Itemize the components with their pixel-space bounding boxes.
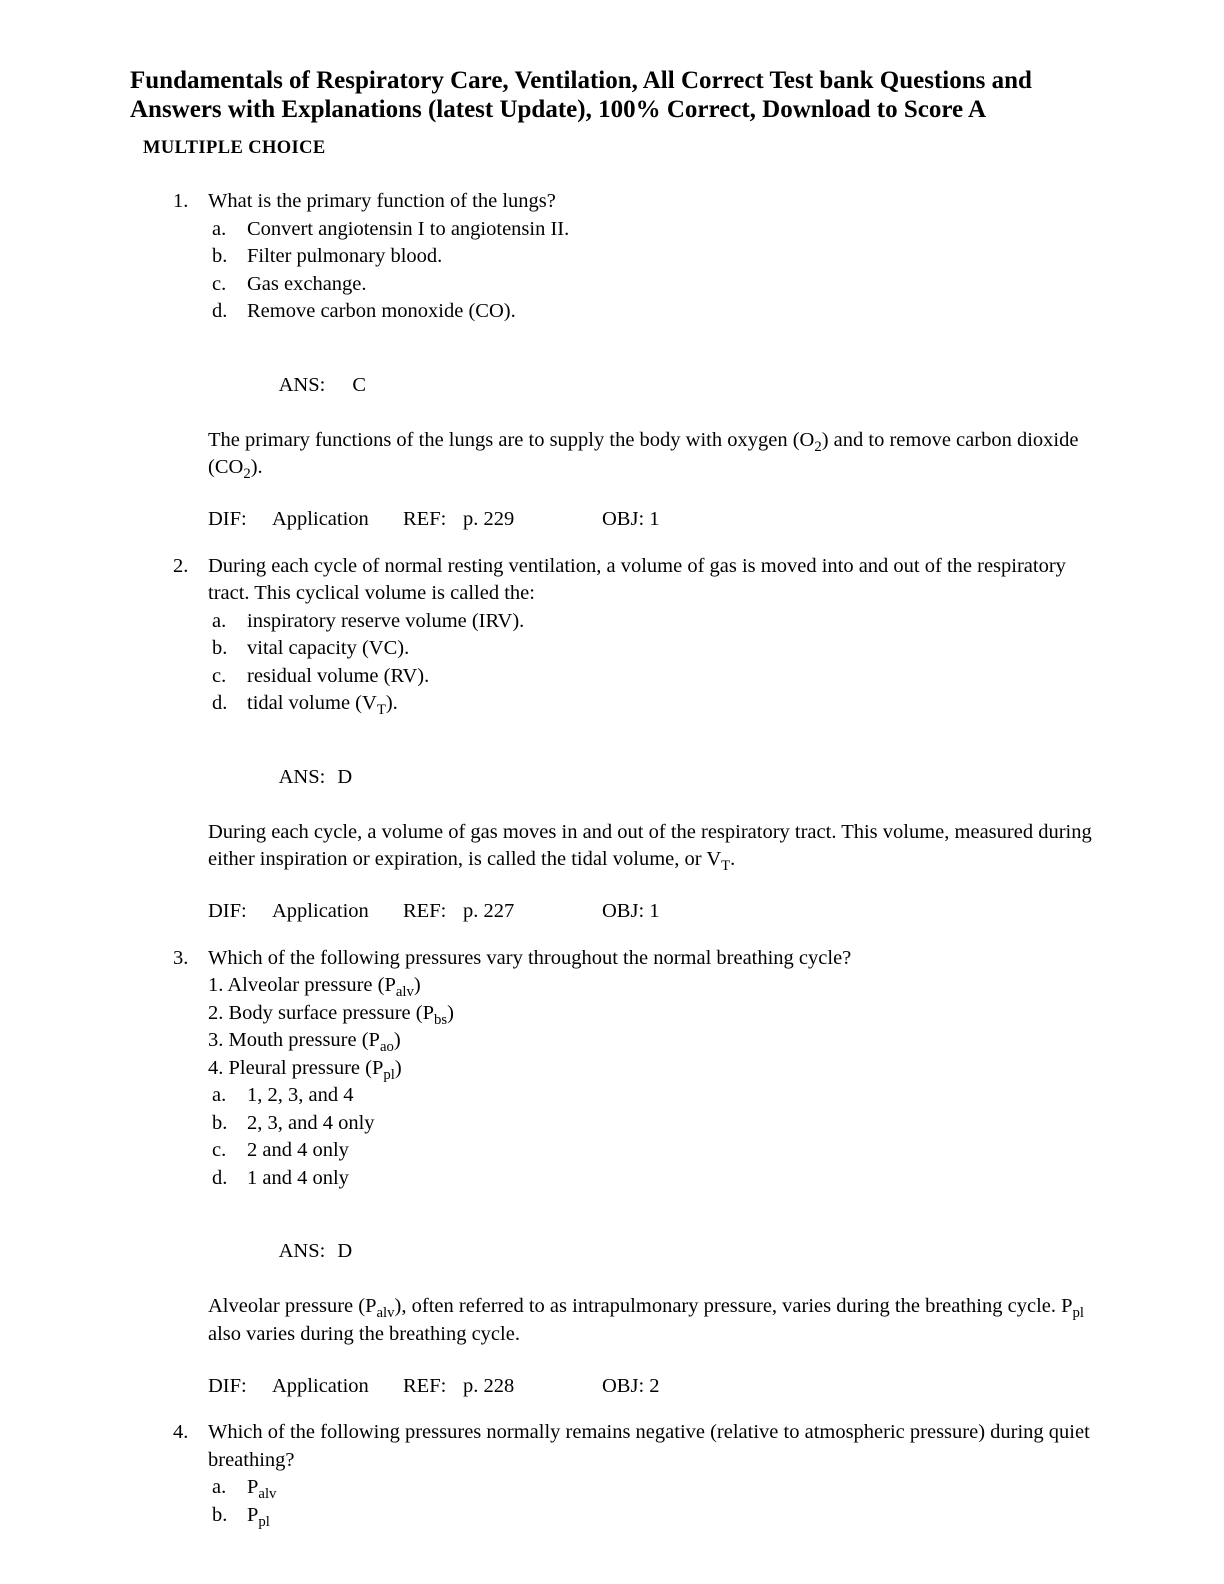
ref-value: p. 227 [463,900,515,922]
option-letter: b. [212,637,228,659]
dif-value: Application [272,900,369,922]
option-letter: c. [212,664,227,687]
option-letter: b. [212,245,228,267]
answer-option [208,1165,1098,1193]
option-letter: a. [212,609,227,632]
option-text: residual volume (RV). [247,664,430,687]
answer-line [208,1211,1098,1294]
ref-label: REF: [403,900,447,922]
answer-option [208,1137,1098,1165]
answer-value: C [352,373,367,396]
question-number: 3. [173,946,189,969]
answer-block [208,344,1098,534]
answer-option [208,243,1098,271]
answer-option [208,216,1098,244]
option-text: 1 and 4 only [247,1166,349,1189]
page-title: Fundamentals of Respiratory Care, Ventilation, All Correct Test bank Questions and Answers with Explanations (latest Update), 100% Correct, Download to Score A [130,67,1032,123]
option-letter: b. [212,1503,228,1526]
option-letter: a. [212,1084,227,1106]
option-text: 2, 3, and 4 only [247,1111,375,1134]
numbered-item: 2. Body surface pressure $(P_{bs})$ [208,1001,454,1028]
option-letter: a. [212,217,227,240]
option-text: tidal volume $(V_T)$. [247,692,398,719]
answer-option [208,1502,1098,1530]
option-letter: c. [212,272,227,295]
obj-value: OBJ: 1 [602,900,660,922]
answer-option [208,690,1098,718]
option-text: inspiratory reserve volume (IRV). [247,609,525,632]
dif-label: DIF: [208,508,247,530]
dif-value: Application [272,1374,369,1397]
question-number: 4. [173,1421,189,1443]
answer-option [208,1110,1098,1138]
dif-label: DIF: [208,900,247,922]
option-letter: d. [212,692,228,714]
option-text: 1, 2, 3, and 4 [247,1084,354,1106]
option-text: Gas exchange. [247,272,367,295]
question-stem: During each cycle of normal resting ventilation, a volume of gas is moved into and out of the respiratory tract. This cyclical volume is called the: [208,554,1066,604]
numbered-item: 3. Mouth pressure $(P_{ao})$ [208,1029,401,1056]
question-2 [130,553,1224,926]
ref-value: p. 228 [463,1374,515,1397]
ref-label: REF: [403,508,447,530]
question-3 [130,945,1224,1401]
option-letter: c. [212,1139,227,1161]
numbered-item: 1. Alveolar pressure $(P_{alv})$ [208,974,421,1001]
ref-value: p. 229 [463,508,515,530]
answer-option [208,1082,1098,1110]
answer-label: ANS: [278,765,326,788]
answer-value: D [337,1240,353,1262]
reference-line [208,898,1098,926]
option-letter: d. [212,1166,228,1189]
numbered-item: 4. Pleural pressure $(P_{pl})$ [208,1056,402,1083]
option-text: $P_{pl}$ [247,1503,270,1530]
answer-block [208,1211,1098,1401]
question-stem: What is the primary function of the lungs? [208,190,556,212]
reference-line [208,1373,1098,1401]
answer-option [208,663,1098,691]
option-letter: a. [212,1476,227,1498]
obj-value: OBJ: 2 [602,1374,660,1397]
dif-value: Application [272,508,369,530]
answer-option [208,608,1098,636]
answer-value: D [337,765,353,788]
answer-line [208,736,1098,819]
option-text: Filter pulmonary blood. [247,245,443,267]
option-text: 2 and 4 only [247,1139,349,1161]
dif-label: DIF: [208,1374,247,1397]
option-letter: b. [212,1111,228,1134]
question-list [130,188,1224,1529]
section-heading: MULTIPLE CHOICE [143,138,326,158]
option-text: Convert angiotensin I to angiotensin II. [247,217,570,240]
question-stem: Which of the following pressures normally remains negative (relative to atmospheric pressure) during quiet breathing? [208,1421,1090,1471]
reference-line [208,506,1098,534]
question-number: 2. [173,554,189,577]
option-text: vital capacity (VC). [247,637,410,659]
answer-explanation: During each cycle, a volume of gas moves in and out of the respiratory tract. This volume, measured during either inspiration or expiration, is called the tidal volume, or $V_T$. [208,820,1092,875]
question-1 [130,188,1224,534]
ref-label: REF: [403,1374,447,1397]
question-number: 1. [173,190,189,212]
answer-explanation: Alveolar pressure $(P_{alv})$, often referred to as intrapulmonary pressure, varies during the breathing cycle. $P_{pl}$ also varies during the breathing cycle. [208,1295,1084,1345]
question-4 [130,1419,1224,1529]
answer-explanation: The primary functions of the lungs are to supply the body with oxygen $(O_2)$ and to remove carbon dioxide $(CO_2)$. [208,428,1079,483]
answer-label: ANS: [278,1240,326,1262]
option-text: Remove carbon monoxide (CO). [247,300,516,322]
answer-label: ANS: [278,373,326,396]
option-letter: d. [212,300,228,322]
obj-value: OBJ: 1 [602,508,660,530]
answer-option [208,298,1098,326]
answer-option [208,635,1098,663]
answer-block [208,736,1098,926]
question-stem: Which of the following pressures vary throughout the normal breathing cycle? [208,946,852,969]
option-text: $P_{alv}$ [247,1476,277,1503]
answer-option [208,271,1098,299]
answer-line [208,344,1098,427]
answer-option [208,1474,1098,1502]
